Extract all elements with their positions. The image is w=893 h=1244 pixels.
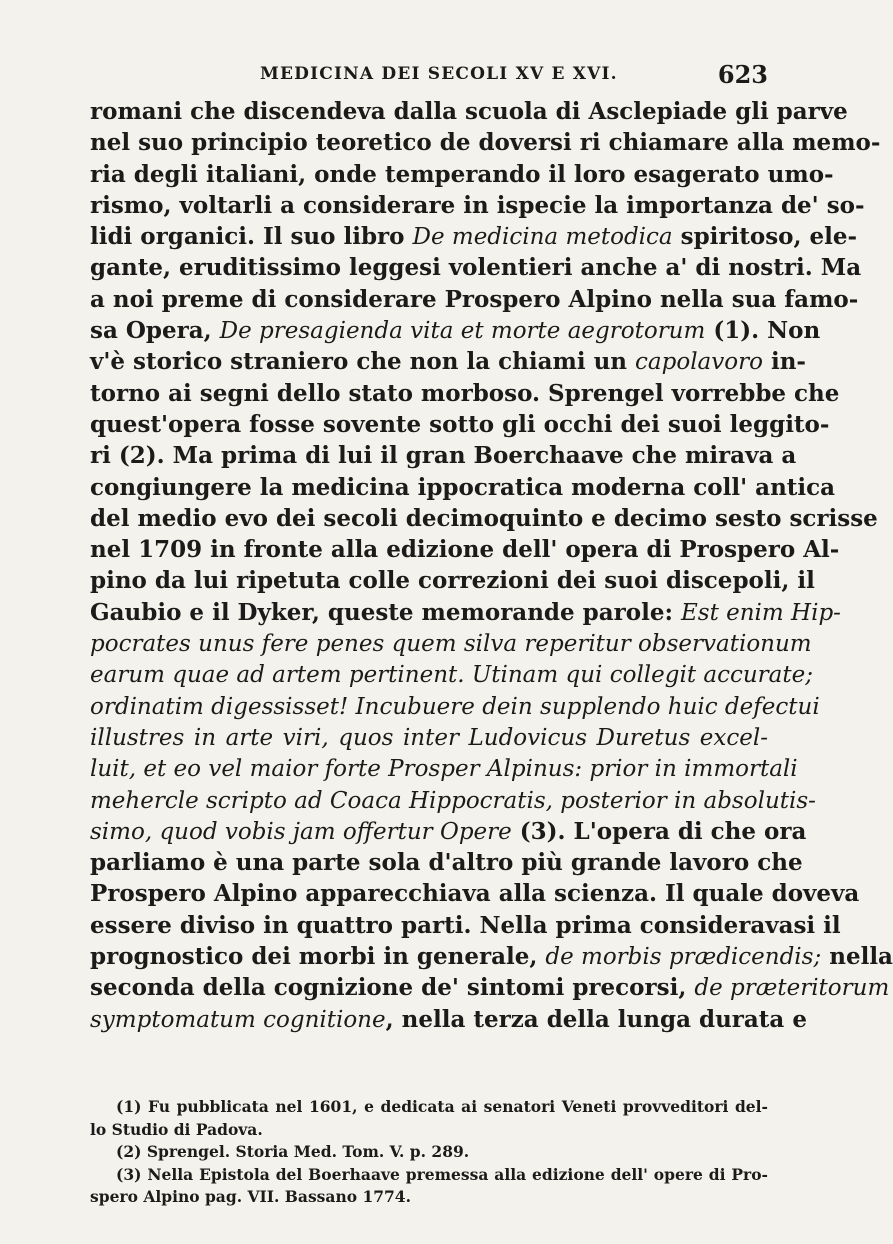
text-span: v'è storico straniero che non la chiami un: [90, 348, 636, 376]
footnote-line: lo Studio di Padova.: [90, 1119, 263, 1139]
italic-text: simo, quod vobis jam offertur Opere: [90, 818, 512, 845]
italic-text: earum quae ad artem pertinent. Utinam qui collegit accurate;: [90, 662, 813, 689]
text-span: lidi organici. Il suo libro: [90, 223, 413, 251]
text-span: essere diviso in quattro parti. Nella prima consideravasi il: [90, 911, 841, 939]
text-line: [90, 346, 806, 377]
text-span: romani che discendeva dalla scuola di Asclepiade gli parve: [90, 98, 848, 125]
text-span: nella: [821, 943, 893, 971]
text-line: [90, 96, 848, 127]
text-span: in-: [762, 348, 806, 376]
text-line: [90, 847, 803, 878]
text-span: a noi preme di considerare Prospero Alpino nella sua famo-: [90, 285, 859, 313]
text-line: [90, 565, 815, 596]
footnote-line: (1) Fu pubblicata nel 1601, e dedicata ai senatori Veneti provveditori del-: [116, 1097, 768, 1116]
italic-text: de præteritorum: [694, 975, 890, 1002]
text-line: [90, 159, 834, 190]
footnotes: [90, 1096, 768, 1209]
text-line: [90, 753, 798, 784]
text-line: [90, 472, 836, 503]
italic-text: De medicina metodica: [412, 224, 673, 251]
italic-text: Est enim Hip-: [680, 599, 841, 626]
text-span: , nella terza della lunga durata e: [385, 1005, 807, 1033]
text-span: quest'opera fosse sovente sotto gli occhi dei suoi leggito-: [90, 410, 830, 438]
text-line: [90, 628, 812, 659]
text-span: parliamo è una parte sola d'altro più grande lavoro che: [90, 849, 803, 877]
text-line: [90, 597, 841, 628]
text-span: ria degli italiani, onde temperando il loro esagerato umo-: [90, 160, 834, 188]
text-span: nel suo principio teoretico de doversi ri chiamare alla memo-: [90, 129, 881, 157]
text-line: [90, 190, 865, 221]
text-span: nel 1709 in fronte alla edizione dell' opera di Prospero Al-: [90, 536, 840, 564]
text-line: [90, 221, 858, 252]
text-line: [90, 691, 820, 722]
page-number: 623: [717, 60, 768, 89]
footnote-line: spero Alpino pag. VII. Bassano 1774.: [90, 1187, 411, 1207]
text-line: [90, 284, 859, 315]
text-line: [90, 409, 830, 440]
italic-text: capolavoro: [635, 349, 763, 376]
footnote-line: (2) Sprengel. Storia Med. Tom. V. p. 289.: [116, 1142, 470, 1162]
text-span: del medio evo dei secoli decimoquinto e decimo sesto scrisse: [90, 504, 878, 532]
text-line: [90, 127, 881, 158]
body-text: [90, 96, 893, 1035]
text-span: (1). Non: [705, 317, 821, 345]
text-span: Gaubio e il Dyker, queste memorande parole:: [90, 598, 681, 626]
text-line: [90, 534, 840, 565]
text-line: [90, 722, 768, 753]
italic-text: pocrates unus fere penes quem silva reperitur observationum: [90, 631, 812, 658]
italic-text: De presagienda vita et morte aegrotorum: [219, 318, 706, 345]
text-span: congiungere la medicina ippocratica moderna coll' antica: [90, 473, 836, 501]
text-line: [90, 440, 797, 471]
text-line: [90, 910, 841, 941]
text-line: [90, 816, 807, 847]
text-span: spiritoso, ele-: [672, 223, 858, 251]
italic-text: ordinatim digessisset! Incubuere dein supplendo huic defectui: [90, 693, 820, 720]
text-line: [90, 972, 890, 1003]
text-span: Prospero Alpino apparecchiava alla scienza. Il quale doveva: [90, 880, 860, 908]
italic-text: luit, et eo vel maior forte Prosper Alpinus: prior in immortali: [90, 756, 798, 783]
text-span: torno ai segni dello stato morboso. Sprengel vorrebbe che: [90, 379, 840, 407]
italic-text: symptomatum cognitione: [90, 1006, 386, 1033]
text-line: [90, 878, 860, 909]
text-line: [90, 941, 893, 972]
text-span: prognostico dei morbi in generale,: [90, 943, 546, 971]
text-line: [90, 315, 821, 346]
text-span: rismo, voltarli a considerare in ispecie la importanza de' so-: [90, 191, 865, 219]
italic-text: illustres in arte viri, quos inter Ludovicus Duretus excel-: [90, 724, 768, 751]
text-line: [90, 659, 813, 690]
running-title: MEDICINA DEI SECOLI XV E XVI.: [260, 64, 618, 84]
text-span: (3). L'opera di che ora: [511, 817, 807, 845]
text-span: seconda della cognizione de' sintomi precorsi,: [90, 974, 695, 1002]
footnote-line: (3) Nella Epistola del Boerhaave premessa alla edizione dell' opere di Pro-: [116, 1164, 768, 1184]
text-span: gante, eruditissimo leggesi volentieri anche a' di nostri. Ma: [90, 254, 862, 282]
text-span: ri (2). Ma prima di lui il gran Boerchaave che mirava a: [90, 442, 797, 470]
text-line: [90, 785, 816, 816]
text-line: [90, 503, 878, 534]
text-line: [90, 252, 862, 283]
italic-text: de morbis prædicendis;: [545, 944, 822, 971]
page-header: [90, 60, 768, 90]
text-line: [90, 378, 840, 409]
text-line: [90, 1004, 807, 1035]
text-span: pino da lui ripetuta colle correzioni dei suoi discepoli, il: [90, 567, 815, 595]
text-span: sa Opera,: [90, 317, 220, 345]
italic-text: mehercle scripto ad Coaca Hippocratis, posterior in absolutis-: [90, 787, 816, 814]
